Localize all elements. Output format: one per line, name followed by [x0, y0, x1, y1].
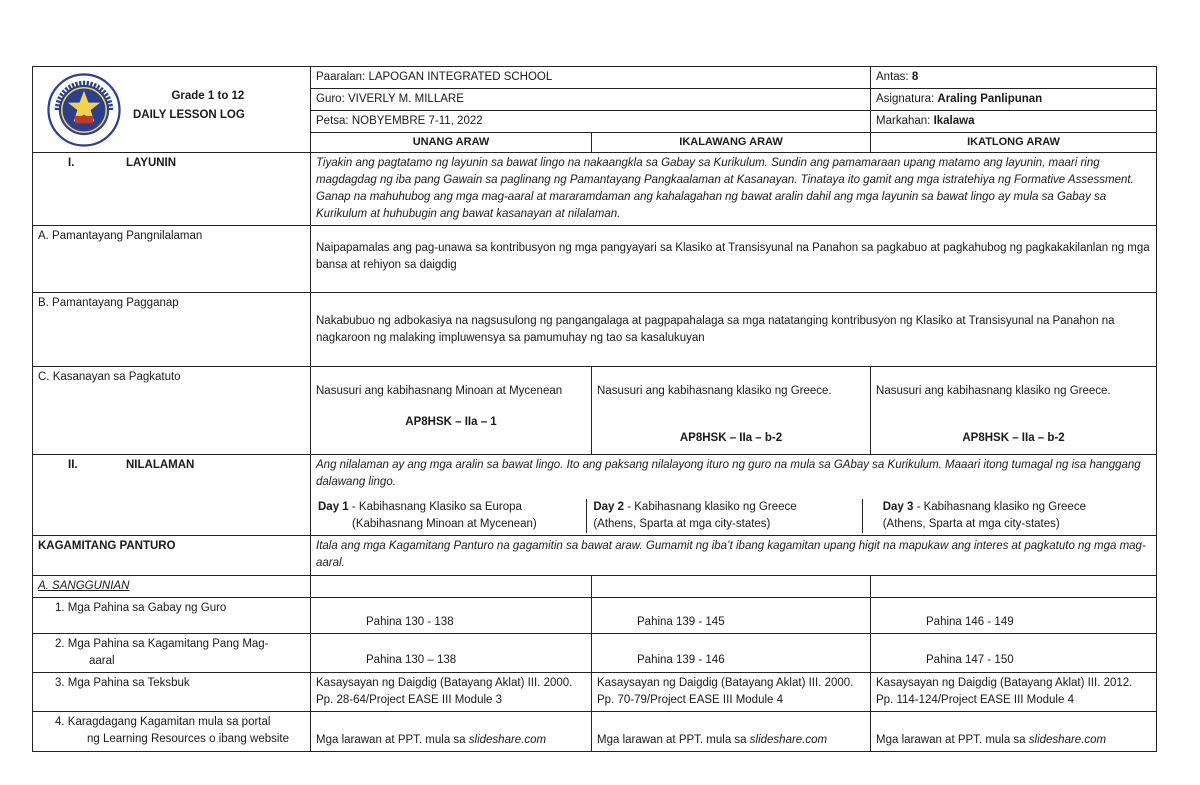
kasanayan-day-3-code: AP8HSK – IIa – b-2 — [962, 432, 1065, 444]
sanggunian-day-2 — [592, 576, 871, 598]
layunin-text: Tiyakin ang pagtatamo ng layunin sa bawat lingo na nakaangkla sa Gabay sa Kurikulum. Sundin ang pamamaraan upang matamo ang layunin, maari ring magdagdag ng iba pang Gawain sa paglinang ng Pamantayang Pangkaalaman at Kasanayan. Tinataya ito gamit ang mga istratehiya ng Formative Assessment. Ganap na mahuhubog ang mga mag-aaral at mararamdaman ang kahalagahan ng bawat aralin dahil ang mga layunin sa bawat lingo ay mula sa Gabay sa Kurikulum at huhubugin ang bawat kasanayan at nilalaman. — [311, 153, 1157, 226]
karagdagan-label-2: ng Learning Resources o ibang website — [87, 733, 290, 745]
kagamitang-magaaral-day-1-cell — [311, 634, 592, 673]
karagdagan-day-1-site: slideshare.com — [468, 734, 547, 746]
karagdagan-day-2-text: Mga larawan at PPT. mula sa — [597, 734, 750, 746]
kasanayan-day-1-text: Nasusuri ang kabihasnang Minoan at Mycenean — [316, 385, 563, 397]
nilalaman-number: II. — [68, 459, 78, 471]
kagamitang-magaaral-day-2-cell — [592, 634, 871, 673]
karagdagan-day-1-text: Mga larawan at PPT. mula sa — [316, 734, 469, 746]
karagdagan-day-3 — [871, 712, 1157, 752]
gabay-guro-day-3: Pahina 146 - 149 — [926, 616, 1014, 628]
layunin-label: LAYUNIN — [126, 157, 177, 169]
nilalaman-day-1-sub: (Kabihasnang Minoan at Mycenean) — [352, 518, 537, 530]
teksbuk-day-1: Kasaysayan ng Daigdig (Batayang Aklat) III. 2000. Pp. 28-64/Project EASE III Module 3 — [311, 673, 592, 712]
kagamitang-magaaral-day-1: Pahina 130 – 138 — [366, 654, 457, 666]
nilalaman-day-1 — [316, 499, 586, 533]
level-cell — [871, 67, 1157, 89]
date-cell — [311, 111, 871, 133]
karagdagan-day-2-site: slideshare.com — [749, 734, 828, 746]
level-label: Antas: — [876, 71, 909, 83]
column-day-1: UNANG ARAW — [311, 133, 592, 153]
nilalaman-day-1-topic: - Kabihasnang Klasiko sa Europa — [348, 501, 522, 513]
quarter-cell — [871, 111, 1157, 133]
nilalaman-day-3-topic: - Kabihasnang klasiko ng Greece — [913, 501, 1086, 513]
gabay-guro-day-2: Pahina 139 - 145 — [637, 616, 725, 628]
school-value: LAPOGAN INTEGRATED SCHOOL — [368, 71, 553, 83]
teksbuk-day-2: Kasaysayan ng Daigdig (Batayang Aklat) III. 2000. Pp. 70-79/Project EASE III Module 4 — [592, 673, 871, 712]
sanggunian-day-3 — [871, 576, 1157, 598]
sanggunian-label: A. SANGGUNIAN — [33, 576, 311, 598]
subject-cell — [871, 89, 1157, 111]
layunin-number: I. — [68, 157, 75, 169]
teacher-label: Guro: — [316, 93, 345, 105]
karagdagan-day-3-site: slideshare.com — [1028, 734, 1107, 746]
nilalaman-day-3-label: Day 3 — [882, 501, 914, 513]
kasanayan-label: C. Kasanayan sa Pagkatuto — [33, 367, 311, 455]
header-title-block — [133, 87, 245, 125]
karagdagan-label-1: 4. Karagdagang Kagamitan mula sa portal — [55, 716, 271, 728]
kasanayan-day-2-text: Nasusuri ang kabihasnang klasiko ng Greece. — [597, 385, 832, 397]
gabay-guro-day-3-cell — [871, 598, 1157, 634]
gabay-guro-day-1-cell — [311, 598, 592, 634]
kasanayan-day-1-code: AP8HSK – IIa – 1 — [405, 416, 497, 428]
pangnilalaman-text: Naipapamalas ang pag-unawa sa kontribusyon ng mga pangyayari sa Klasiko at Transisyunal na Panahon sa pagkabuo at pagkahubog ng pagkakakilanlan ng mga bansa at rehiyon sa daigdig — [311, 226, 1157, 293]
kagamitang-magaaral-day-3-cell — [871, 634, 1157, 673]
level-value: 8 — [911, 71, 919, 83]
nilalaman-day-2-label: Day 2 — [593, 501, 625, 513]
nilalaman-label: NILALAMAN — [126, 459, 195, 471]
header-logo-cell — [33, 67, 311, 153]
gabay-guro-day-2-cell — [592, 598, 871, 634]
kagamitang-magaaral-label-2: aaral — [89, 655, 115, 667]
subject-label: Asignatura: — [876, 93, 935, 105]
kasanayan-day-2-code: AP8HSK – IIa – b-2 — [679, 432, 783, 444]
kagamitang-magaaral-label-1: 2. Mga Pahina sa Kagamitang Pang Mag- — [55, 638, 269, 650]
kagamitang-magaaral-label-cell — [33, 634, 311, 673]
gabay-guro-label: 1. Mga Pahina sa Gabay ng Guro — [33, 598, 311, 634]
kagamitang-magaaral-day-2: Pahina 139 - 146 — [637, 654, 725, 666]
nilalaman-days — [316, 499, 1151, 533]
kagamitang-magaaral-day-3: Pahina 147 - 150 — [926, 654, 1014, 666]
layunin-label-cell — [33, 153, 311, 226]
school-cell — [311, 67, 871, 89]
nilalaman-day-1-label: Day 1 — [318, 501, 349, 513]
nilalaman-day-3 — [862, 499, 1151, 533]
nilalaman-day-3-sub: (Athens, Sparta at mga city-states) — [882, 518, 1060, 530]
karagdagan-label-cell — [33, 712, 311, 752]
nilalaman-text: Ang nilalaman ay ang mga aralin sa bawat lingo. Ito ang paksang nilalayong ituro ng guro na mula sa GAbay sa Kurikulum. Maaari itong tumagal ng isa hanggang dalawang lingo. — [316, 459, 1141, 488]
log-title: DAILY LESSON LOG — [133, 109, 245, 121]
grade-label: Grade 1 to 12 — [171, 90, 245, 102]
daily-lesson-log-table — [32, 66, 1157, 752]
kasanayan-day-2 — [592, 367, 871, 455]
sanggunian-day-1 — [311, 576, 592, 598]
kasanayan-day-1 — [311, 367, 592, 455]
kasanayan-day-3 — [871, 367, 1157, 455]
karagdagan-day-3-text: Mga larawan at PPT. mula sa — [876, 734, 1029, 746]
pangnilalaman-label: A. Pamantayang Pangnilalaman — [33, 226, 311, 293]
column-day-2: IKALAWANG ARAW — [592, 133, 871, 153]
nilalaman-day-2 — [586, 499, 861, 533]
date-value: NOBYEMBRE 7-11, 2022 — [351, 115, 483, 127]
teksbuk-label: 3. Mga Pahina sa Teksbuk — [33, 673, 311, 712]
kagamitan-label: KAGAMITANG PANTURO — [33, 536, 311, 576]
nilalaman-cell — [311, 455, 1157, 536]
pagganap-text: Nakabubuo ng adbokasiya na nagsusulong ng pangangalaga at pagpapahalaga sa mga natatanging kontribusyon ng Klasiko at Transisyunal na Panahon na nagkaroon ng malaking impluwensya sa pamumuhay ng tao sa kasalukuyan — [311, 293, 1157, 367]
nilalaman-day-2-sub: (Athens, Sparta at mga city-states) — [593, 518, 771, 530]
date-label: Petsa: — [316, 115, 349, 127]
column-day-3: IKATLONG ARAW — [871, 133, 1157, 153]
subject-value: Araling Panlipunan — [937, 93, 1043, 105]
teacher-cell — [311, 89, 871, 111]
pagganap-label: B. Pamantayang Pagganap — [33, 293, 311, 367]
nilalaman-day-2-topic: - Kabihasnang klasiko ng Greece — [624, 501, 797, 513]
quarter-label: Markahan: — [876, 115, 931, 127]
gabay-guro-day-1: Pahina 130 - 138 — [366, 616, 454, 628]
nilalaman-label-cell — [33, 455, 311, 536]
deped-seal-icon — [47, 73, 121, 147]
karagdagan-day-1 — [311, 712, 592, 752]
kasanayan-day-3-text: Nasusuri ang kabihasnang klasiko ng Greece. — [876, 385, 1111, 397]
teksbuk-day-3: Kasaysayan ng Daigdig (Batayang Aklat) III. 2012. Pp. 114-124/Project EASE III Module 4 — [871, 673, 1157, 712]
quarter-value: Ikalawa — [933, 115, 975, 127]
karagdagan-day-2 — [592, 712, 871, 752]
school-label: Paaralan: — [316, 71, 366, 83]
teacher-value: VIVERLY M. MILLARE — [347, 93, 464, 105]
kagamitan-text: Itala ang mga Kagamitang Panturo na gagamitin sa bawat araw. Gumamit ng iba’t ibang kagamitan upang higit na mapukaw ang interes at pagkatuto ng mga mag-aaral. — [311, 536, 1157, 576]
